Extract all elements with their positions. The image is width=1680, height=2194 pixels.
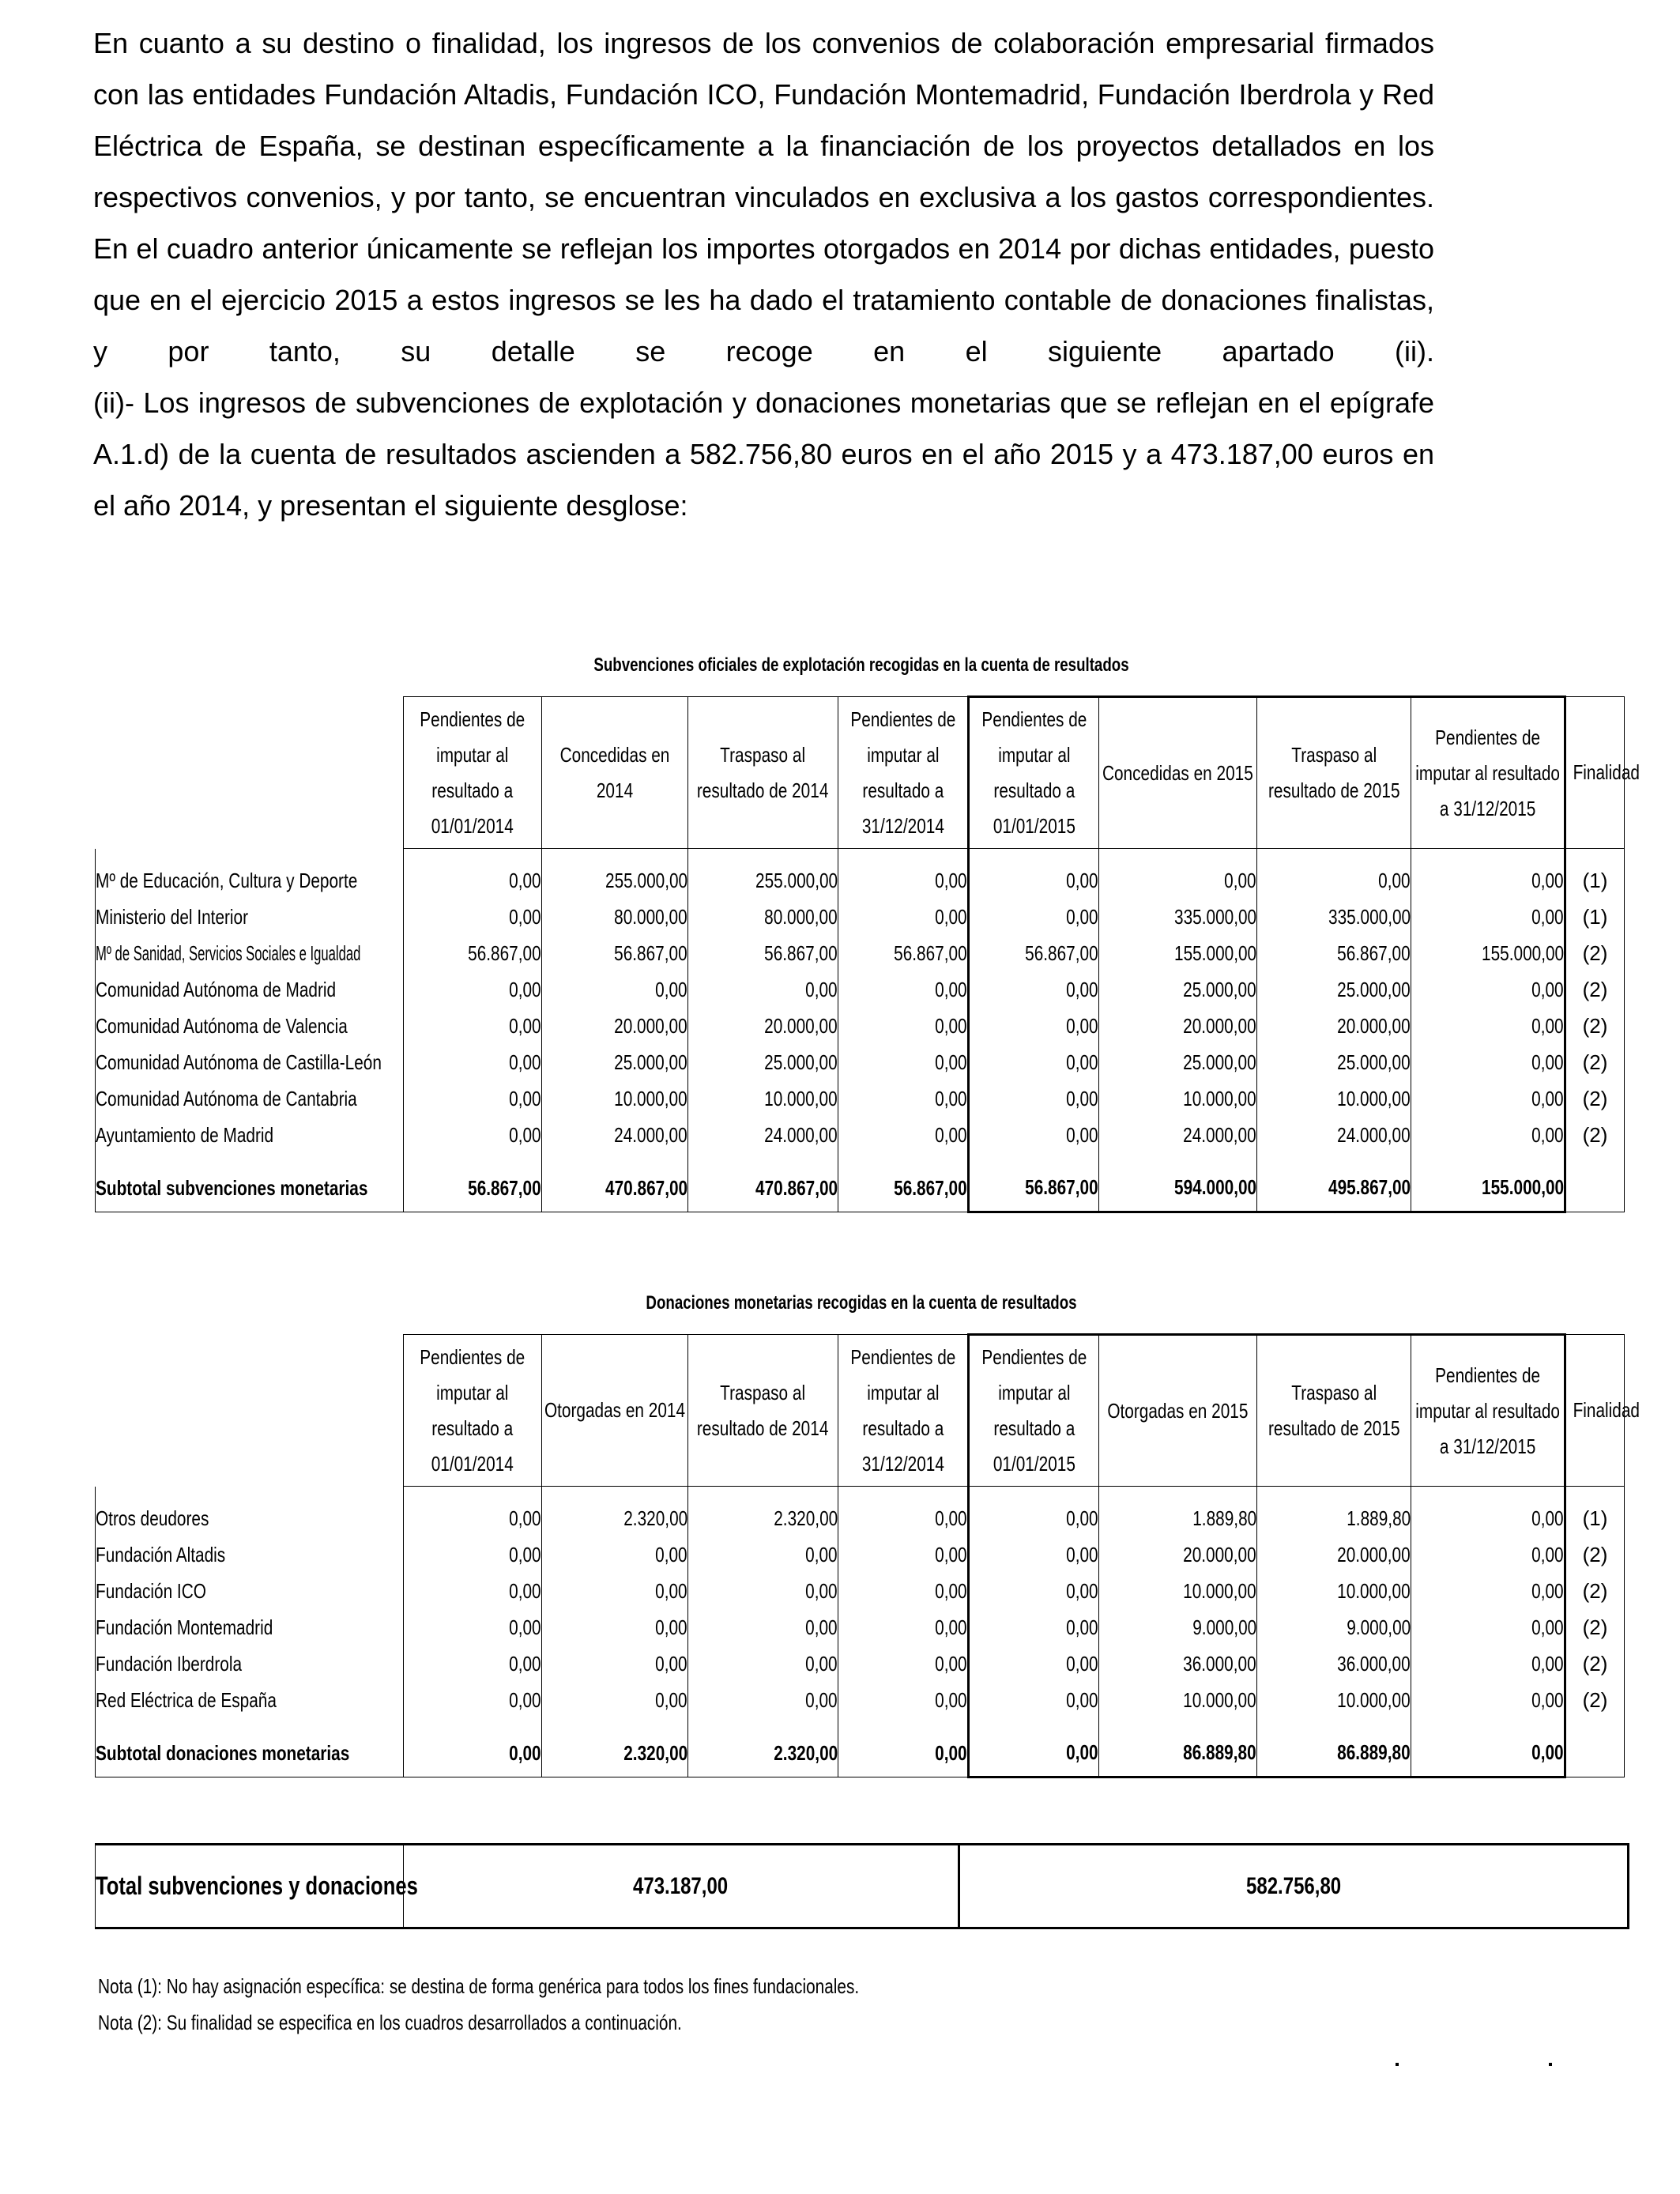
donations-row [96, 1646, 1625, 1683]
donations-spacer-cell [688, 1487, 838, 1501]
subsidies-cell-value: 56.867,00 [1257, 936, 1411, 972]
subsidies-cell-value: 56.867,00 [969, 936, 1099, 972]
donations-row-label: Fundación Altadis [96, 1537, 404, 1574]
donations-cell-value: 20.000,00 [1257, 1537, 1411, 1574]
subsidies-cell-value: 10.000,00 [688, 1081, 838, 1118]
subsidies-subtotal-value: 495.867,00 [1257, 1154, 1411, 1212]
subsidies-subtotal-row [96, 1154, 1625, 1212]
donations-subtotal-value: 86.889,80 [1257, 1719, 1411, 1777]
subsidies-cell-value: 335.000,00 [1099, 899, 1257, 936]
donations-grid [95, 1333, 1640, 1778]
subsidies-row [96, 1081, 1625, 1118]
subsidies-purpose: (1) [1565, 863, 1625, 899]
donations-purpose: (1) [1565, 1501, 1625, 1537]
donations-cell-value: 0,00 [1411, 1646, 1565, 1683]
donations-header-col: Pendientes de imputar al resultado a 31/12/2015 [1411, 1335, 1565, 1487]
donations-cell-value: 0,00 [404, 1683, 542, 1719]
donations-row-label: Otros deudores [96, 1501, 404, 1537]
donations-subtotal-value: 0,00 [1411, 1719, 1565, 1777]
subsidies-cell-value: 0,00 [688, 972, 838, 1008]
subsidies-cell-value: 0,00 [1411, 1045, 1565, 1081]
subsidies-subtotal-value: 470.867,00 [688, 1154, 838, 1212]
subsidies-row-label: Comunidad Autónoma de Madrid [96, 972, 404, 1008]
donations-header-col: Otorgadas en 2015 [1099, 1335, 1257, 1487]
donations-cell-value: 0,00 [969, 1501, 1099, 1537]
donations-row [96, 1501, 1625, 1537]
subsidies-row [96, 972, 1625, 1008]
subsidies-subtotal-value: 56.867,00 [404, 1154, 542, 1212]
subsidies-spacer-cell [1565, 849, 1625, 863]
subsidies-cell-value: 56.867,00 [404, 936, 542, 972]
donations-cell-value: 0,00 [404, 1610, 542, 1646]
subsidies-cell-value: 0,00 [969, 1045, 1099, 1081]
donations-cell-value: 0,00 [688, 1610, 838, 1646]
donations-cell-value: 10.000,00 [1257, 1574, 1411, 1610]
subsidies-row [96, 899, 1625, 936]
subsidies-spacer-cell [1411, 849, 1565, 863]
subsidies-subtotal-value: 470.867,00 [542, 1154, 688, 1212]
donations-cell-value: 0,00 [1411, 1683, 1565, 1719]
subsidies-spacer-cell [1099, 849, 1257, 863]
donations-cell-value: 0,00 [969, 1646, 1099, 1683]
donations-table-title: Donaciones monetarias recogidas en la cuenta de resultados [646, 1292, 1077, 1314]
donations-spacer-cell [838, 1487, 969, 1501]
subsidies-cell-value: 0,00 [969, 1008, 1099, 1045]
donations-cell-value: 0,00 [1411, 1501, 1565, 1537]
notes [98, 1968, 1049, 2041]
donations-subtotal-value: 0,00 [969, 1719, 1099, 1777]
donations-cell-value: 0,00 [542, 1537, 688, 1574]
subsidies-cell-value: 0,00 [1411, 899, 1565, 936]
donations-cell-value: 0,00 [1411, 1610, 1565, 1646]
subsidies-cell-value: 80.000,00 [688, 899, 838, 936]
donations-cell-value: 0,00 [838, 1646, 969, 1683]
subsidies-cell-value: 0,00 [838, 1081, 969, 1118]
subsidies-row-label: Ayuntamiento de Madrid [96, 1118, 404, 1154]
subsidies-header-col: Pendientes de imputar al resultado a 31/12/2014 [838, 697, 969, 849]
subsidies-row-label: Mº de Educación, Cultura y Deporte [96, 863, 404, 899]
note-2: Nota (2): Su finalidad se especifica en los cuadros desarrollados a continuación. [98, 2011, 682, 2034]
donations-cell-value: 9.000,00 [1257, 1610, 1411, 1646]
donations-spacer-cell [542, 1487, 688, 1501]
subsidies-cell-value: 25.000,00 [542, 1045, 688, 1081]
donations-row [96, 1537, 1625, 1574]
donations-header-col: Traspaso al resultado de 2015 [1257, 1335, 1411, 1487]
donations-cell-value: 0,00 [1411, 1574, 1565, 1610]
subsidies-header-row [96, 697, 1625, 849]
subsidies-header-col: Pendientes de imputar al resultado a 31/12/2015 [1411, 697, 1565, 849]
subsidies-purpose: (2) [1565, 1118, 1625, 1154]
subsidies-row [96, 936, 1625, 972]
donations-cell-value: 0,00 [838, 1610, 969, 1646]
subsidies-grid [95, 696, 1640, 1213]
subsidies-subtotal-value: 155.000,00 [1411, 1154, 1565, 1212]
subsidies-cell-value: 25.000,00 [1099, 972, 1257, 1008]
subsidies-row [96, 1118, 1625, 1154]
donations-row [96, 1574, 1625, 1610]
donations-cell-value: 36.000,00 [1257, 1646, 1411, 1683]
donations-header-col: Pendientes de imputar al resultado a 01/01/2015 [969, 1335, 1099, 1487]
donations-cell-value: 2.320,00 [688, 1501, 838, 1537]
donations-cell-value: 9.000,00 [1099, 1610, 1257, 1646]
subsidies-purpose: (2) [1565, 1008, 1625, 1045]
subsidies-spacer-cell [688, 849, 838, 863]
subsidies-cell-value: 20.000,00 [542, 1008, 688, 1045]
subsidies-cell-value: 155.000,00 [1099, 936, 1257, 972]
subsidies-cell-value: 56.867,00 [542, 936, 688, 972]
donations-cell-value: 0,00 [969, 1537, 1099, 1574]
donations-header-row [96, 1335, 1625, 1487]
donations-header-blank [96, 1335, 404, 1487]
intro-text [93, 17, 1434, 531]
subsidies-cell-value: 0,00 [838, 1008, 969, 1045]
donations-purpose: (2) [1565, 1537, 1625, 1574]
subsidies-header-col: Pendientes de imputar al resultado a 01/01/2014 [404, 697, 542, 849]
donations-header-col: Pendientes de imputar al resultado a 01/01/2014 [404, 1335, 542, 1487]
subsidies-cell-value: 10.000,00 [1257, 1081, 1411, 1118]
donations-row [96, 1683, 1625, 1719]
intro-paragraph-2: (ii)- Los ingresos de subvenciones de explotación y donaciones monetarias que se reflejan en el epígrafe A.1.d) de la cuenta de resultados ascienden a 582.756,80 euros en el año 2015 y a 473.187,00 euros en el año 2014, y presentan el siguiente desglose: [93, 386, 1434, 522]
subsidies-cell-value: 0,00 [404, 1118, 542, 1154]
donations-row-label: Red Eléctrica de España [96, 1683, 404, 1719]
subsidies-purpose: (2) [1565, 972, 1625, 1008]
subsidies-header-col: Traspaso al resultado de 2014 [688, 697, 838, 849]
subsidies-subtotal-value: 594.000,00 [1099, 1154, 1257, 1212]
donations-cell-value: 1.889,80 [1099, 1501, 1257, 1537]
subsidies-purpose [1565, 1154, 1625, 1212]
subsidies-cell-value: 25.000,00 [1099, 1045, 1257, 1081]
subsidies-row-label: Mº de Sanidad, Servicios Sociales e Igualdad [96, 936, 404, 972]
subsidies-spacer-cell [969, 849, 1099, 863]
page-mark [1396, 2063, 1399, 2066]
donations-cell-value: 0,00 [969, 1574, 1099, 1610]
subsidies-header-col: Concedidas en 2014 [542, 697, 688, 849]
donations-spacer-cell [1565, 1487, 1625, 1501]
subsidies-subtotal-value: 56.867,00 [969, 1154, 1099, 1212]
subsidies-spacer-cell [404, 849, 542, 863]
subsidies-cell-value: 0,00 [838, 1118, 969, 1154]
donations-subtotal-value: 2.320,00 [688, 1719, 838, 1777]
subsidies-cell-value: 20.000,00 [1099, 1008, 1257, 1045]
subsidies-cell-value: 0,00 [969, 899, 1099, 936]
total-label: Total subvenciones y donaciones [96, 1845, 404, 1928]
donations-cell-value: 0,00 [688, 1574, 838, 1610]
donations-cell-value: 2.320,00 [542, 1501, 688, 1537]
subsidies-cell-value: 0,00 [969, 863, 1099, 899]
donations-cell-value: 0,00 [688, 1537, 838, 1574]
donations-spacer-cell [1411, 1487, 1565, 1501]
subsidies-cell-value: 0,00 [969, 1081, 1099, 1118]
donations-spacer-cell [969, 1487, 1099, 1501]
donations-cell-value: 0,00 [838, 1501, 969, 1537]
subsidies-subtotal-value: 56.867,00 [838, 1154, 969, 1212]
donations-cell-value: 0,00 [838, 1683, 969, 1719]
donations-cell-value: 0,00 [404, 1537, 542, 1574]
subsidies-cell-value: 10.000,00 [542, 1081, 688, 1118]
subsidies-cell-value: 0,00 [1411, 1008, 1565, 1045]
subsidies-purpose: (2) [1565, 1081, 1625, 1118]
subsidies-cell-value: 56.867,00 [688, 936, 838, 972]
subsidies-header-blank [96, 697, 404, 849]
donations-row-label: Fundación Montemadrid [96, 1610, 404, 1646]
subsidies-cell-value: 24.000,00 [1099, 1118, 1257, 1154]
donations-table [95, 1333, 1640, 1778]
donations-subtotal-value: 0,00 [404, 1719, 542, 1777]
subsidies-spacer-cell [542, 849, 688, 863]
subsidies-cell-value: 0,00 [838, 899, 969, 936]
subsidies-cell-value: 24.000,00 [542, 1118, 688, 1154]
subsidies-header-col: Concedidas en 2015 [1099, 697, 1257, 849]
donations-spacer-cell [404, 1487, 542, 1501]
donations-subtotal-value: 2.320,00 [542, 1719, 688, 1777]
donations-cell-value: 0,00 [969, 1683, 1099, 1719]
subsidies-row-label: Comunidad Autónoma de Valencia [96, 1008, 404, 1045]
subsidies-cell-value: 80.000,00 [542, 899, 688, 936]
subsidies-cell-value: 0,00 [969, 972, 1099, 1008]
donations-cell-value: 0,00 [838, 1574, 969, 1610]
total-grid [95, 1843, 1629, 1929]
subsidies-row-label: Ministerio del Interior [96, 899, 404, 936]
donations-header-col: Traspaso al resultado de 2014 [688, 1335, 838, 1487]
subsidies-table [95, 696, 1640, 1213]
subsidies-cell-value: 0,00 [838, 1045, 969, 1081]
donations-row [96, 1610, 1625, 1646]
subsidies-cell-value: 25.000,00 [688, 1045, 838, 1081]
donations-cell-value: 36.000,00 [1099, 1646, 1257, 1683]
page-mark [1549, 2063, 1552, 2066]
subsidies-header-col: Finalidad [1565, 697, 1625, 849]
subsidies-row-label: Comunidad Autónoma de Cantabria [96, 1081, 404, 1118]
donations-cell-value: 10.000,00 [1099, 1683, 1257, 1719]
subsidies-cell-value: 0,00 [1411, 1118, 1565, 1154]
subsidies-subtotal-label: Subtotal subvenciones monetarias [96, 1154, 404, 1212]
donations-cell-value: 10.000,00 [1257, 1683, 1411, 1719]
donations-subtotal-value: 0,00 [838, 1719, 969, 1777]
subsidies-cell-value: 255.000,00 [688, 863, 838, 899]
subsidies-table-title: Subvenciones oficiales de explotación recogidas en la cuenta de resultados [593, 654, 1129, 676]
subsidies-cell-value: 0,00 [1411, 972, 1565, 1008]
subsidies-cell-value: 0,00 [838, 972, 969, 1008]
subsidies-cell-value: 0,00 [838, 863, 969, 899]
donations-cell-value: 20.000,00 [1099, 1537, 1257, 1574]
donations-spacer-cell [1257, 1487, 1411, 1501]
donations-spacer-cell [96, 1487, 404, 1501]
donations-purpose [1565, 1719, 1625, 1777]
subsidies-cell-value: 25.000,00 [1257, 972, 1411, 1008]
donations-header-col: Otorgadas en 2014 [542, 1335, 688, 1487]
donations-purpose: (2) [1565, 1646, 1625, 1683]
subsidies-purpose: (1) [1565, 899, 1625, 936]
donations-spacer-row [96, 1487, 1625, 1501]
subsidies-header-col: Pendientes de imputar al resultado a 01/01/2015 [969, 697, 1099, 849]
subsidies-cell-value: 0,00 [542, 972, 688, 1008]
total-2014-value: 473.187,00 [404, 1845, 959, 1928]
donations-spacer-cell [1099, 1487, 1257, 1501]
donations-subtotal-row [96, 1719, 1625, 1777]
intro-paragraph-1: En cuanto a su destino o finalidad, los ingresos de los convenios de colaboración empresarial firmados con las entidades Fundación Altadis, Fundación ICO, Fundación Montemadrid, Fundación Iberdrola y Red Eléctrica de España, se destinan específicamente a la financiación de los proyectos detallados en los respectivos convenios, y por tanto, se encuentran vinculados en exclusiva a los gastos correspondientes. En el cuadro anterior únicamente se reflejan los importes otorgados en 2014 por dichas entidades, puesto que en el ejercicio 2015 a estos ingresos se les ha dado el tratamiento contable de donaciones finalistas, y por tanto, su detalle se recoge en el siguiente apartado (ii). [93, 27, 1434, 368]
subsidies-cell-value: 0,00 [404, 972, 542, 1008]
donations-cell-value: 0,00 [542, 1574, 688, 1610]
subsidies-cell-value: 155.000,00 [1411, 936, 1565, 972]
subsidies-spacer-row [96, 849, 1625, 863]
subsidies-cell-value: 24.000,00 [688, 1118, 838, 1154]
donations-cell-value: 0,00 [688, 1646, 838, 1683]
subsidies-purpose: (2) [1565, 1045, 1625, 1081]
donations-cell-value: 0,00 [542, 1683, 688, 1719]
note-1: Nota (1): No hay asignación específica: se destina de forma genérica para todos los fines fundacionales. [98, 1974, 860, 1998]
donations-header-col: Finalidad [1565, 1335, 1625, 1487]
donations-cell-value: 0,00 [1411, 1537, 1565, 1574]
donations-purpose: (2) [1565, 1610, 1625, 1646]
subsidies-row [96, 1045, 1625, 1081]
donations-subtotal-value: 86.889,80 [1099, 1719, 1257, 1777]
subsidies-cell-value: 0,00 [404, 1045, 542, 1081]
subsidies-cell-value: 20.000,00 [1257, 1008, 1411, 1045]
subsidies-cell-value: 0,00 [404, 899, 542, 936]
donations-row-label: Fundación ICO [96, 1574, 404, 1610]
subsidies-cell-value: 0,00 [1411, 863, 1565, 899]
donations-cell-value: 0,00 [969, 1610, 1099, 1646]
donations-header-col: Pendientes de imputar al resultado a 31/12/2014 [838, 1335, 969, 1487]
donations-subtotal-label: Subtotal donaciones monetarias [96, 1719, 404, 1777]
subsidies-row [96, 1008, 1625, 1045]
donations-cell-value: 0,00 [404, 1646, 542, 1683]
subsidies-row-label: Comunidad Autónoma de Castilla-León [96, 1045, 404, 1081]
subsidies-header-col: Traspaso al resultado de 2015 [1257, 697, 1411, 849]
total-2015-value: 582.756,80 [959, 1845, 1629, 1928]
donations-cell-value: 0,00 [542, 1646, 688, 1683]
subsidies-purpose: (2) [1565, 936, 1625, 972]
subsidies-cell-value: 0,00 [1411, 1081, 1565, 1118]
donations-cell-value: 0,00 [542, 1610, 688, 1646]
subsidies-spacer-cell [1257, 849, 1411, 863]
subsidies-cell-value: 0,00 [404, 863, 542, 899]
subsidies-cell-value: 10.000,00 [1099, 1081, 1257, 1118]
donations-cell-value: 0,00 [838, 1537, 969, 1574]
subsidies-cell-value: 25.000,00 [1257, 1045, 1411, 1081]
donations-purpose: (2) [1565, 1683, 1625, 1719]
subsidies-cell-value: 24.000,00 [1257, 1118, 1411, 1154]
donations-cell-value: 10.000,00 [1099, 1574, 1257, 1610]
donations-cell-value: 1.889,80 [1257, 1501, 1411, 1537]
subsidies-cell-value: 0,00 [1257, 863, 1411, 899]
subsidies-spacer-cell [96, 849, 404, 863]
donations-purpose: (2) [1565, 1574, 1625, 1610]
donations-cell-value: 0,00 [688, 1683, 838, 1719]
donations-cell-value: 0,00 [404, 1574, 542, 1610]
subsidies-cell-value: 20.000,00 [688, 1008, 838, 1045]
subsidies-cell-value: 255.000,00 [542, 863, 688, 899]
subsidies-cell-value: 335.000,00 [1257, 899, 1411, 936]
subsidies-cell-value: 0,00 [969, 1118, 1099, 1154]
subsidies-cell-value: 0,00 [404, 1081, 542, 1118]
donations-row-label: Fundación Iberdrola [96, 1646, 404, 1683]
subsidies-cell-value: 56.867,00 [838, 936, 969, 972]
subsidies-cell-value: 0,00 [1099, 863, 1257, 899]
total-table [95, 1843, 1629, 1929]
subsidies-cell-value: 0,00 [404, 1008, 542, 1045]
subsidies-row [96, 863, 1625, 899]
donations-cell-value: 0,00 [404, 1501, 542, 1537]
subsidies-spacer-cell [838, 849, 969, 863]
